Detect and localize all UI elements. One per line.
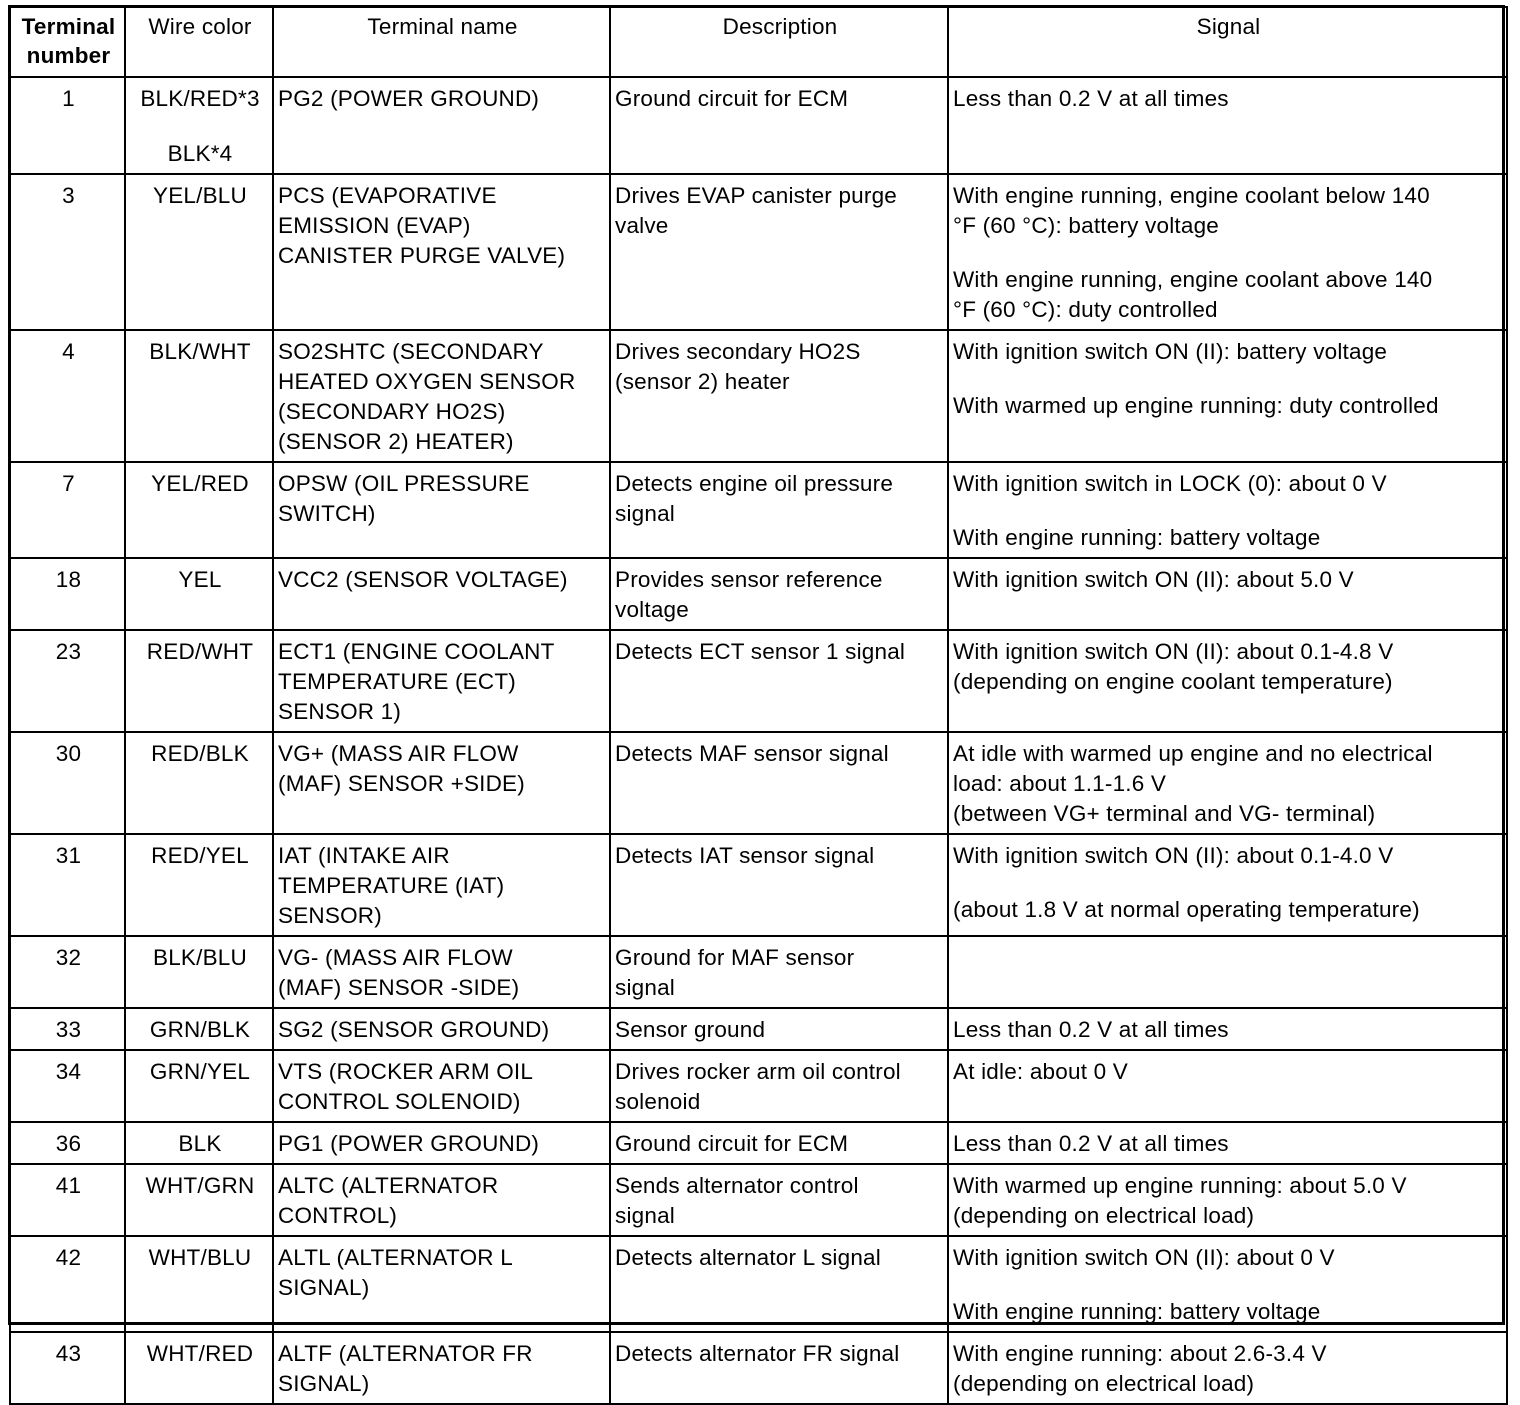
description-line: Ground circuit for ECM <box>615 1131 849 1156</box>
signal-cell <box>948 834 1507 936</box>
wire-color-cell <box>125 462 273 558</box>
wire-color-text: BLK/WHT <box>149 339 251 364</box>
signal-cell <box>948 558 1507 630</box>
terminal-name-cell <box>273 1008 610 1050</box>
terminal-name-line: CONTROL SOLENOID) <box>278 1089 521 1114</box>
signal-cell <box>948 1164 1507 1236</box>
terminal-number-cell: 32 <box>10 936 125 1008</box>
wire-color-text: BLK/RED*3 <box>140 86 260 111</box>
description-line: Drives secondary HO2S <box>615 339 861 364</box>
signal-line: With warmed up engine running: duty controlled <box>953 393 1439 418</box>
signal-line: With ignition switch ON (II): about 0.1-4.0 V <box>953 843 1394 868</box>
wire-color-cell <box>125 732 273 834</box>
header-terminal-name: Terminal name <box>273 7 610 77</box>
terminal-name-cell <box>273 1236 610 1332</box>
description-line: Ground for MAF sensor <box>615 945 855 970</box>
terminal-name-line: VG- (MASS AIR FLOW <box>278 945 513 970</box>
description-cell <box>610 462 948 558</box>
table-row <box>10 1164 1507 1236</box>
terminal-name-cell <box>273 558 610 630</box>
terminal-name-line: ECT1 (ENGINE COOLANT <box>278 639 555 664</box>
header-description: Description <box>610 7 948 77</box>
wire-color-text: YEL/RED <box>151 471 249 496</box>
signal-cell <box>948 1236 1507 1332</box>
description-cell <box>610 174 948 330</box>
signal-line: With engine running, engine coolant above 140 <box>953 267 1433 292</box>
description-cell <box>610 630 948 732</box>
terminal-name-line: OPSW (OIL PRESSURE <box>278 471 530 496</box>
terminal-name-cell <box>273 174 610 330</box>
wire-color-cell <box>125 558 273 630</box>
description-cell <box>610 330 948 462</box>
ecm-terminal-table <box>9 6 1508 1405</box>
signal-line: load: about 1.1-1.6 V <box>953 771 1167 796</box>
terminal-name-cell <box>273 936 610 1008</box>
table-row <box>10 1332 1507 1404</box>
signal-cell <box>948 1050 1507 1122</box>
terminal-number-cell: 43 <box>10 1332 125 1404</box>
signal-line: (depending on electrical load) <box>953 1203 1255 1228</box>
terminal-number-cell: 7 <box>10 462 125 558</box>
description-line: signal <box>615 501 675 526</box>
description-cell <box>610 1050 948 1122</box>
terminal-number-cell: 30 <box>10 732 125 834</box>
signal-cell <box>948 936 1507 1008</box>
wire-color-text: RED/YEL <box>151 843 249 868</box>
signal-line: With engine running, engine coolant below 140 <box>953 183 1430 208</box>
signal-line: With ignition switch ON (II): about 0.1-4.8 V <box>953 639 1394 664</box>
description-line: Detects ECT sensor 1 signal <box>615 639 906 664</box>
description-cell <box>610 1164 948 1236</box>
terminal-number-cell: 23 <box>10 630 125 732</box>
description-cell <box>610 558 948 630</box>
signal-line: With warmed up engine running: about 5.0 V <box>953 1173 1407 1198</box>
signal-line: With engine running: about 2.6-3.4 V <box>953 1341 1327 1366</box>
table-row <box>10 462 1507 558</box>
description-line: Drives rocker arm oil control <box>615 1059 901 1084</box>
wire-color-cell <box>125 1332 273 1404</box>
terminal-name-cell <box>273 1122 610 1164</box>
wire-color-text: RED/WHT <box>146 639 254 664</box>
header-terminal-number: Terminal number <box>10 7 125 77</box>
table-row <box>10 834 1507 936</box>
terminal-number-cell: 36 <box>10 1122 125 1164</box>
terminal-name-line: CANISTER PURGE VALVE) <box>278 243 566 268</box>
terminal-name-line: (MAF) SENSOR -SIDE) <box>278 975 520 1000</box>
terminal-number-cell: 41 <box>10 1164 125 1236</box>
wire-color-cell <box>125 77 273 174</box>
line-gap <box>130 114 270 139</box>
description-cell <box>610 1236 948 1332</box>
terminal-name-line: (MAF) SENSOR +SIDE) <box>278 771 525 796</box>
table-body <box>10 77 1507 1404</box>
signal-cell <box>948 732 1507 834</box>
signal-cell <box>948 1122 1507 1164</box>
terminal-name-line: EMISSION (EVAP) <box>278 213 471 238</box>
terminal-name-line: (SENSOR 2) HEATER) <box>278 429 514 454</box>
terminal-name-line: SENSOR 1) <box>278 699 402 724</box>
paragraph-gap <box>953 241 1504 265</box>
description-line: Drives EVAP canister purge <box>615 183 897 208</box>
description-cell <box>610 936 948 1008</box>
description-cell <box>610 834 948 936</box>
terminal-name-cell <box>273 1164 610 1236</box>
description-cell <box>610 1332 948 1404</box>
wire-color-text: YEL/BLU <box>153 183 247 208</box>
wire-color-text: BLK*4 <box>167 141 233 166</box>
description-line: Ground circuit for ECM <box>615 86 849 111</box>
terminal-name-line: VCC2 (SENSOR VOLTAGE) <box>278 567 568 592</box>
description-line: Detects engine oil pressure <box>615 471 894 496</box>
description-line: Sends alternator control <box>615 1173 859 1198</box>
signal-line: (between VG+ terminal and VG- terminal) <box>953 801 1376 826</box>
table-row <box>10 1050 1507 1122</box>
terminal-number-cell: 33 <box>10 1008 125 1050</box>
header-signal: Signal <box>948 7 1507 77</box>
signal-line: Less than 0.2 V at all times <box>953 1131 1229 1156</box>
signal-cell <box>948 77 1507 174</box>
table-row <box>10 1236 1507 1332</box>
terminal-name-line: IAT (INTAKE AIR <box>278 843 450 868</box>
table-row <box>10 936 1507 1008</box>
table-header <box>10 7 1507 77</box>
terminal-name-cell <box>273 77 610 174</box>
wire-color-cell <box>125 1008 273 1050</box>
terminal-name-cell <box>273 834 610 936</box>
terminal-name-line: VG+ (MASS AIR FLOW <box>278 741 519 766</box>
terminal-number-cell: 31 <box>10 834 125 936</box>
terminal-name-line: TEMPERATURE (ECT) <box>278 669 516 694</box>
signal-line: With ignition switch ON (II): about 0 V <box>953 1245 1335 1270</box>
wire-color-cell <box>125 174 273 330</box>
wire-color-cell <box>125 330 273 462</box>
signal-line: With ignition switch in LOCK (0): about 0 V <box>953 471 1387 496</box>
description-cell <box>610 77 948 174</box>
description-cell <box>610 732 948 834</box>
terminal-name-cell <box>273 630 610 732</box>
signal-line: With engine running: battery voltage <box>953 1299 1321 1324</box>
terminal-name-cell <box>273 732 610 834</box>
terminal-name-line: (SECONDARY HO2S) <box>278 399 506 424</box>
terminal-name-line: PCS (EVAPORATIVE <box>278 183 497 208</box>
description-line: Provides sensor reference <box>615 567 883 592</box>
description-line: voltage <box>615 597 689 622</box>
terminal-name-cell <box>273 462 610 558</box>
terminal-name-line: PG2 (POWER GROUND) <box>278 86 540 111</box>
paragraph-gap <box>953 499 1504 523</box>
wire-color-text: BLK/BLU <box>153 945 247 970</box>
wire-color-cell <box>125 1236 273 1332</box>
description-line: signal <box>615 1203 675 1228</box>
table-row <box>10 558 1507 630</box>
terminal-name-line: SIGNAL) <box>278 1371 370 1396</box>
table-row <box>10 630 1507 732</box>
description-cell <box>610 1008 948 1050</box>
paragraph-gap <box>953 1273 1504 1297</box>
terminal-name-line: VTS (ROCKER ARM OIL <box>278 1059 534 1084</box>
description-line: Detects MAF sensor signal <box>615 741 889 766</box>
terminal-number-cell: 18 <box>10 558 125 630</box>
terminal-number-cell: 42 <box>10 1236 125 1332</box>
signal-cell <box>948 1332 1507 1404</box>
terminal-number-cell: 1 <box>10 77 125 174</box>
terminal-name-line: TEMPERATURE (IAT) <box>278 873 505 898</box>
terminal-name-line: ALTF (ALTERNATOR FR <box>278 1341 533 1366</box>
wire-color-text: WHT/GRN <box>145 1173 255 1198</box>
terminal-name-line: ALTC (ALTERNATOR <box>278 1173 499 1198</box>
description-line: Sensor ground <box>615 1017 766 1042</box>
signal-line: (about 1.8 V at normal operating temperature) <box>953 897 1420 922</box>
terminal-name-line: PG1 (POWER GROUND) <box>278 1131 540 1156</box>
wire-color-text: GRN/YEL <box>149 1059 251 1084</box>
signal-cell <box>948 630 1507 732</box>
terminal-name-cell <box>273 1332 610 1404</box>
table-row <box>10 1122 1507 1164</box>
description-line: Detects alternator FR signal <box>615 1341 900 1366</box>
signal-line: (depending on engine coolant temperature) <box>953 669 1393 694</box>
header-wire-color: Wire color <box>125 7 273 77</box>
terminal-number-cell: 4 <box>10 330 125 462</box>
wire-color-text: YEL <box>178 567 222 592</box>
wire-color-cell <box>125 936 273 1008</box>
wire-color-text: RED/BLK <box>151 741 249 766</box>
description-line: valve <box>615 213 669 238</box>
description-line: Detects IAT sensor signal <box>615 843 875 868</box>
table-row <box>10 330 1507 462</box>
description-line: solenoid <box>615 1089 701 1114</box>
signal-cell <box>948 330 1507 462</box>
description-line: signal <box>615 975 675 1000</box>
signal-line: Less than 0.2 V at all times <box>953 1017 1229 1042</box>
table-row <box>10 732 1507 834</box>
terminal-name-line: HEATED OXYGEN SENSOR <box>278 369 576 394</box>
signal-line: °F (60 °C): duty controlled <box>953 297 1218 322</box>
signal-line: At idle: about 0 V <box>953 1059 1128 1084</box>
wire-color-cell <box>125 1164 273 1236</box>
wire-color-cell <box>125 1050 273 1122</box>
wire-color-text: GRN/BLK <box>149 1017 251 1042</box>
signal-cell <box>948 1008 1507 1050</box>
table-row <box>10 77 1507 174</box>
terminal-name-line: SIGNAL) <box>278 1275 370 1300</box>
signal-line: At idle with warmed up engine and no electrical <box>953 741 1433 766</box>
terminal-name-line: CONTROL) <box>278 1203 398 1228</box>
description-line: (sensor 2) heater <box>615 369 790 394</box>
table-row <box>10 174 1507 330</box>
paragraph-gap <box>953 871 1504 895</box>
signal-line: With ignition switch ON (II): about 5.0 V <box>953 567 1354 592</box>
signal-cell <box>948 174 1507 330</box>
header-row <box>10 7 1507 77</box>
signal-line: °F (60 °C): battery voltage <box>953 213 1219 238</box>
terminal-name-cell <box>273 1050 610 1122</box>
terminal-name-line: SENSOR) <box>278 903 382 928</box>
description-line: Detects alternator L signal <box>615 1245 881 1270</box>
wire-color-cell <box>125 630 273 732</box>
wire-color-cell <box>125 1122 273 1164</box>
signal-cell <box>948 462 1507 558</box>
terminal-name-line: SO2SHTC (SECONDARY <box>278 339 544 364</box>
table-row <box>10 1008 1507 1050</box>
signal-line: (depending on electrical load) <box>953 1371 1255 1396</box>
description-cell <box>610 1122 948 1164</box>
wire-color-text: BLK <box>178 1131 222 1156</box>
terminal-name-line: ALTL (ALTERNATOR L <box>278 1245 513 1270</box>
terminal-number-cell: 3 <box>10 174 125 330</box>
terminal-name-line: SWITCH) <box>278 501 376 526</box>
signal-line: Less than 0.2 V at all times <box>953 86 1229 111</box>
terminal-name-line: SG2 (SENSOR GROUND) <box>278 1017 550 1042</box>
terminal-name-cell <box>273 330 610 462</box>
terminal-number-cell: 34 <box>10 1050 125 1122</box>
paragraph-gap <box>953 367 1504 391</box>
signal-line: With ignition switch ON (II): battery voltage <box>953 339 1388 364</box>
wire-color-text: WHT/RED <box>146 1341 254 1366</box>
wire-color-cell <box>125 834 273 936</box>
signal-line: With engine running: battery voltage <box>953 525 1321 550</box>
wire-color-text: WHT/BLU <box>148 1245 252 1270</box>
